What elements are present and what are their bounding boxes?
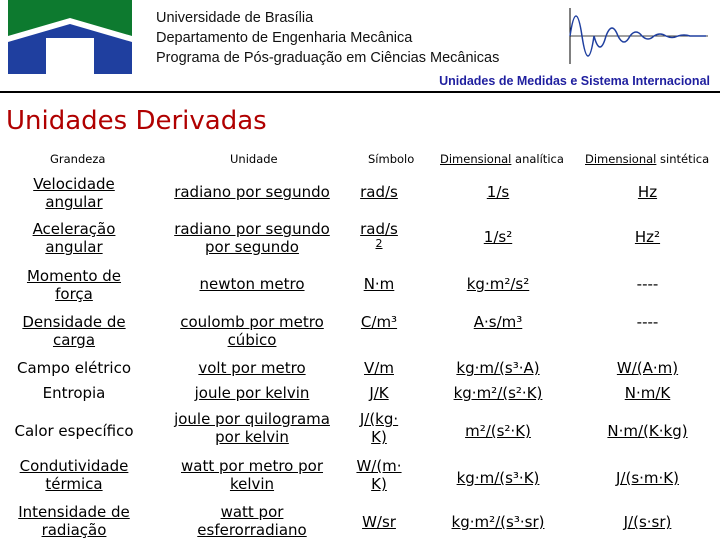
table-cell-g <box>0 220 148 256</box>
table-cell-text: Aceleração <box>32 220 116 238</box>
table-cell-text: A·s/m³ <box>473 313 523 331</box>
table-cell-s <box>350 384 408 402</box>
dim-analitica-suffix: analítica <box>511 152 564 166</box>
table-cell-text: 1/s² <box>483 228 513 246</box>
table-cell-s <box>350 220 408 250</box>
table-cell-u <box>162 275 342 293</box>
header-university: Universidade de Brasília <box>156 10 314 26</box>
table-cell-a <box>418 469 578 487</box>
table-cell-sy <box>580 275 715 293</box>
table-cell-text: N·m/K <box>624 384 671 402</box>
table-cell-text: volt por metro <box>198 359 306 377</box>
table-cell-text-line2: esferorradiano <box>197 521 307 539</box>
table-cell-text-line2: carga <box>52 331 96 349</box>
unb-logo <box>0 0 140 76</box>
table-cell-text: radiano por segundo <box>174 183 330 201</box>
table-cell-text: J/(s·sr) <box>623 513 672 531</box>
table-cell-sy <box>580 469 715 487</box>
table-cell-text: watt por metro por <box>181 457 323 475</box>
table-cell-text: coulomb por metro <box>180 313 324 331</box>
table-cell-g <box>0 175 148 211</box>
table-cell-text-line2: cúbico <box>227 331 277 349</box>
table-cell-text: watt por <box>220 503 284 521</box>
table-cell-text: Condutividade <box>19 457 129 475</box>
table-cell-text: ---- <box>636 313 659 331</box>
table-cell-text: J/(s·m·K) <box>616 469 679 487</box>
table-cell-u <box>162 183 342 201</box>
table-cell-text: kg·m²/(s³·sr) <box>451 513 545 531</box>
header-divider <box>0 91 720 93</box>
table-cell-text: m²/(s²·K) <box>465 422 531 440</box>
col-header-dim-sintetica <box>585 152 709 166</box>
col-header-dim-analitica <box>440 152 564 166</box>
table-cell-sy <box>580 183 715 201</box>
table-cell-u <box>162 359 342 377</box>
table-cell-text: Campo elétrico <box>16 359 131 377</box>
table-cell-text: rad/s <box>360 183 398 201</box>
table-cell-text-line2: por segundo <box>205 238 299 256</box>
oscillation-graphic <box>560 6 710 66</box>
table-cell-sy <box>580 422 715 440</box>
table-cell-a <box>418 275 578 293</box>
table-cell-text-line2: K) <box>371 475 387 493</box>
table-cell-text: J/(kg· <box>359 410 399 428</box>
header-program: Programa de Pós-graduação em Ciências Mecânicas <box>156 50 500 66</box>
table-cell-g <box>0 313 148 349</box>
table-cell-text: kg·m²/(s²·K) <box>453 384 543 402</box>
table-cell-g <box>0 384 148 402</box>
table-cell-text: W/(m· <box>356 457 402 475</box>
table-cell-sy <box>580 359 715 377</box>
table-cell-text: rad/s <box>360 220 398 238</box>
col-header-grandeza: Grandeza <box>50 152 106 166</box>
table-cell-s <box>350 410 408 446</box>
table-cell-s <box>350 275 408 293</box>
table-cell-a <box>418 359 578 377</box>
table-cell-text: Entropia <box>42 384 106 402</box>
table-cell-text: Hz² <box>634 228 661 246</box>
table-cell-text: C/m³ <box>360 313 398 331</box>
table-cell-s <box>350 359 408 377</box>
table-cell-text: Calor específico <box>14 422 134 440</box>
table-cell-s <box>350 457 408 493</box>
table-cell-text-line2: kelvin <box>229 475 275 493</box>
table-cell-text: joule por quilograma <box>174 410 330 428</box>
dim-sintetica-suffix: sintética <box>656 152 710 166</box>
col-header-unidade: Unidade <box>230 152 278 166</box>
table-cell-s <box>350 183 408 201</box>
table-cell-sy <box>580 313 715 331</box>
table-cell-a <box>418 384 578 402</box>
table-cell-u <box>162 220 342 256</box>
table-cell-text: ---- <box>636 275 659 293</box>
table-cell-text-line2: térmica <box>45 475 103 493</box>
table-cell-s <box>350 313 408 331</box>
header-subtitle: Unidades de Medidas e Sistema Internacional <box>439 74 710 88</box>
dim-sintetica-word: Dimensional <box>585 152 657 166</box>
table-cell-sy <box>580 384 715 402</box>
table-cell-s <box>350 513 408 531</box>
table-cell-text: kg·m/(s³·K) <box>456 469 540 487</box>
table-cell-sy <box>580 513 715 531</box>
table-cell-text-line2: 2 <box>375 237 383 250</box>
table-cell-g <box>0 267 148 303</box>
table-cell-text-line2: K) <box>371 428 387 446</box>
table-cell-text: N·m <box>363 275 395 293</box>
table-cell-sy <box>580 228 715 246</box>
table-cell-text: W/sr <box>362 513 396 531</box>
dim-analitica-word: Dimensional <box>440 152 512 166</box>
table-cell-text: Momento de <box>26 267 122 285</box>
table-cell-text: radiano por segundo <box>174 220 330 238</box>
table-cell-text: N·m/(K·kg) <box>607 422 688 440</box>
table-cell-a <box>418 228 578 246</box>
table-cell-text: V/m <box>364 359 394 377</box>
table-cell-a <box>418 313 578 331</box>
table-cell-text-line2: por kelvin <box>215 428 289 446</box>
table-cell-text: Hz <box>637 183 658 201</box>
table-cell-g <box>0 457 148 493</box>
table-cell-g <box>0 359 148 377</box>
table-cell-text: newton metro <box>199 275 305 293</box>
table-cell-text-line2: radiação <box>41 521 107 539</box>
table-cell-text-line2: angular <box>45 238 103 256</box>
table-cell-text: J/K <box>369 384 389 402</box>
table-cell-text: W/(A·m) <box>616 359 679 377</box>
table-cell-g <box>0 503 148 539</box>
table-cell-g <box>0 422 148 440</box>
table-cell-a <box>418 513 578 531</box>
table-cell-text: Densidade de <box>22 313 126 331</box>
page-title: Unidades Derivadas <box>6 106 267 136</box>
col-header-simbolo: Símbolo <box>368 152 415 166</box>
table-cell-text: kg·m²/s² <box>466 275 530 293</box>
table-cell-u <box>162 457 342 493</box>
table-cell-text: kg·m/(s³·A) <box>456 359 540 377</box>
table-cell-u <box>162 503 342 539</box>
table-cell-text: Velocidade <box>33 175 115 193</box>
header-department: Departamento de Engenharia Mecânica <box>156 30 413 46</box>
table-cell-u <box>162 384 342 402</box>
table-cell-text: Intensidade de <box>18 503 130 521</box>
table-cell-text-line2: angular <box>45 193 103 211</box>
table-cell-u <box>162 313 342 349</box>
table-cell-a <box>418 422 578 440</box>
table-cell-text-line2: força <box>55 285 93 303</box>
table-cell-a <box>418 183 578 201</box>
table-cell-text: joule por kelvin <box>194 384 310 402</box>
table-cell-u <box>162 410 342 446</box>
table-cell-text: 1/s <box>486 183 510 201</box>
